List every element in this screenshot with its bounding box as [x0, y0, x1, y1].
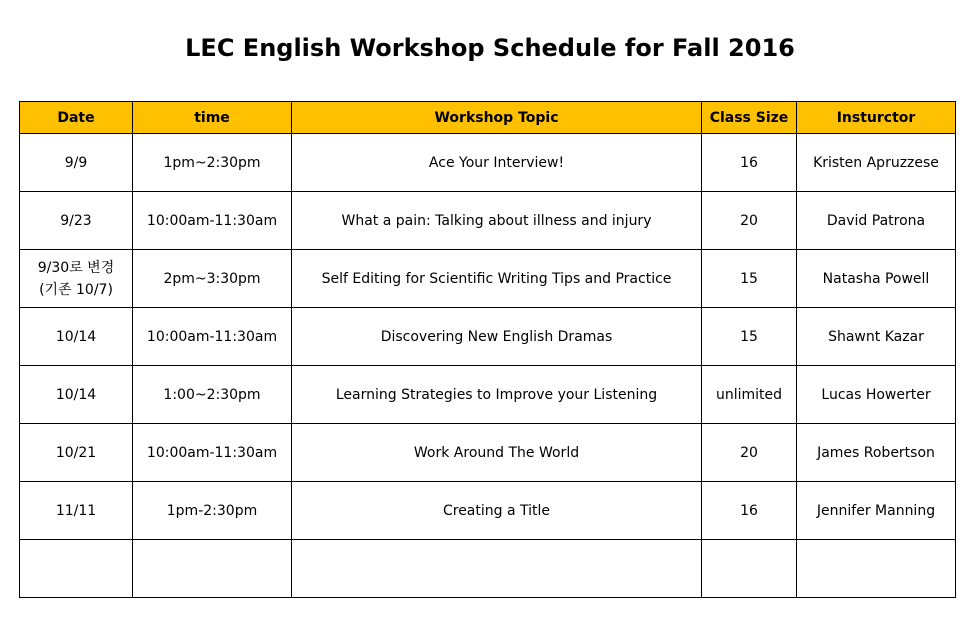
header-row [20, 102, 956, 134]
date-cell [20, 424, 133, 482]
topic-cell: Learning Strategies to Improve your Listening [292, 366, 702, 424]
column-header-date: Date [20, 102, 133, 134]
topic-cell: Discovering New English Dramas [292, 308, 702, 366]
class-size-cell [702, 540, 797, 598]
column-header-time: time [133, 102, 292, 134]
time-cell: 1pm-2:30pm [133, 482, 292, 540]
topic-cell: Self Editing for Scientific Writing Tips and Practice [292, 250, 702, 308]
instructor-cell: Kristen Apruzzese [797, 134, 956, 192]
time-cell: 10:00am-11:30am [133, 308, 292, 366]
instructor-cell: David Patrona [797, 192, 956, 250]
date-cell [20, 482, 133, 540]
page-title: LEC English Workshop Schedule for Fall 2016 [185, 34, 795, 62]
class-size-cell: 20 [702, 424, 797, 482]
date-cell [20, 308, 133, 366]
time-cell: 1pm~2:30pm [133, 134, 292, 192]
date-cell [20, 250, 133, 308]
date-line: 10/14 [55, 328, 97, 345]
instructor-cell: James Robertson [797, 424, 956, 482]
date-line: 9/9 [64, 154, 88, 171]
date-line: 10/14 [55, 386, 97, 403]
table-row [20, 250, 956, 308]
instructor-cell: Lucas Howerter [797, 366, 956, 424]
class-size-cell: 15 [702, 250, 797, 308]
class-size-cell: 16 [702, 134, 797, 192]
schedule-table [19, 101, 956, 598]
time-cell: 1:00~2:30pm [133, 366, 292, 424]
column-header-instructor: Insturctor [797, 102, 956, 134]
topic-cell: Ace Your Interview! [292, 134, 702, 192]
instructor-cell [797, 540, 956, 598]
table-row [20, 134, 956, 192]
table-row [20, 482, 956, 540]
date-line: 11/11 [55, 502, 97, 519]
column-header-class-size: Class Size [702, 102, 797, 134]
class-size-cell: 16 [702, 482, 797, 540]
instructor-cell: Shawnt Kazar [797, 308, 956, 366]
schedule-rows [20, 134, 956, 598]
class-size-cell: 15 [702, 308, 797, 366]
date-cell [20, 540, 133, 598]
date-cell [20, 366, 133, 424]
topic-cell: Work Around The World [292, 424, 702, 482]
date-line: (기존 10/7) [39, 281, 113, 298]
date-line: 9/23 [60, 212, 92, 229]
time-cell: 2pm~3:30pm [133, 250, 292, 308]
topic-cell [292, 540, 702, 598]
instructor-cell: Natasha Powell [797, 250, 956, 308]
class-size-cell: unlimited [702, 366, 797, 424]
time-cell [133, 540, 292, 598]
class-size-cell: 20 [702, 192, 797, 250]
instructor-cell: Jennifer Manning [797, 482, 956, 540]
date-cell [20, 134, 133, 192]
date-line: 10/21 [55, 444, 97, 461]
date-line: 9/30로 변경 [37, 259, 115, 276]
topic-cell: What a pain: Talking about illness and injury [292, 192, 702, 250]
time-cell: 10:00am-11:30am [133, 192, 292, 250]
column-header-workshop-topic: Workshop Topic [292, 102, 702, 134]
topic-cell: Creating a Title [292, 482, 702, 540]
table-row [20, 424, 956, 482]
table-row [20, 308, 956, 366]
table-row [20, 540, 956, 598]
table-row [20, 192, 956, 250]
date-cell [20, 192, 133, 250]
table-row [20, 366, 956, 424]
time-cell: 10:00am-11:30am [133, 424, 292, 482]
